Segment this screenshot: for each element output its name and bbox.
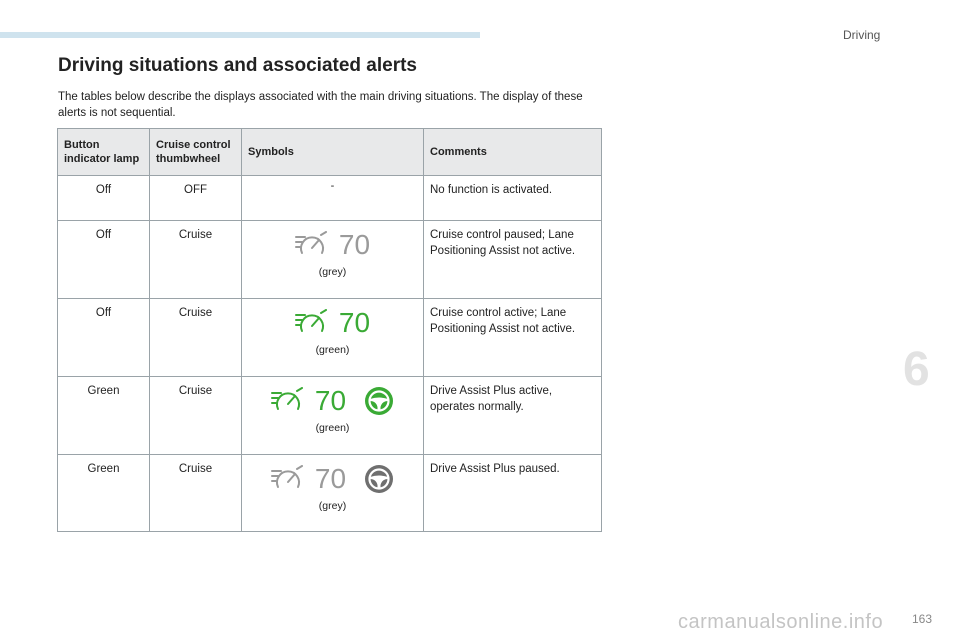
table-header-row: [58, 129, 602, 176]
lamp-cell: Green: [58, 455, 150, 532]
speed-value: 70: [338, 229, 371, 260]
table-row: [58, 455, 602, 532]
page-number: 163: [912, 612, 933, 626]
symbol-cell: [242, 299, 424, 377]
lamp-cell: Off: [58, 221, 150, 299]
speed-value: 70: [314, 385, 347, 416]
header-comments: Comments: [424, 129, 602, 176]
speedometer-green-icon: [271, 387, 307, 415]
watermark: carmanualsonline.info: [678, 611, 884, 633]
thumbwheel-cell: Cruise: [150, 455, 242, 532]
symbol-cell: [242, 221, 424, 299]
symbol-caption: (grey): [318, 266, 347, 278]
table-row: [58, 299, 602, 377]
symbol-caption: (green): [315, 344, 350, 356]
thumbwheel-cell: OFF: [150, 176, 242, 221]
intro-paragraph: The tables below describe the displays associated with the main driving situations. The display of these alerts is not sequential.: [58, 91, 583, 119]
chapter-number: 6: [903, 343, 930, 396]
lamp-cell: Off: [58, 299, 150, 377]
speedometer-green-icon: [295, 309, 331, 337]
table-row: [58, 176, 602, 221]
comment-cell: Cruise control active; Lane Positioning Assist not active.: [424, 299, 602, 377]
table-row: [58, 377, 602, 455]
steering-wheel-grey-icon: [364, 464, 394, 494]
speed-value: 70: [338, 307, 371, 338]
comment-cell: Drive Assist Plus active, operates normally.: [424, 377, 602, 455]
speedometer-grey-icon: [271, 465, 307, 493]
lamp-cell: Off: [58, 176, 150, 221]
page-title: Driving situations and associated alerts: [58, 55, 417, 76]
thumbwheel-cell: Cruise: [150, 221, 242, 299]
lamp-cell: Green: [58, 377, 150, 455]
header-symbols: Symbols: [242, 129, 424, 176]
comment-cell: Drive Assist Plus paused.: [424, 455, 602, 532]
header-button-lamp: Button indicator lamp: [58, 129, 150, 176]
symbol-cell: [242, 455, 424, 532]
symbol-caption: (green): [315, 422, 350, 434]
speed-value: 70: [314, 463, 347, 494]
thumbwheel-cell: Cruise: [150, 299, 242, 377]
section-name: Driving: [843, 28, 881, 42]
alerts-table: [57, 128, 602, 532]
symbol-caption: (grey): [318, 500, 347, 512]
table-row: [58, 221, 602, 299]
steering-wheel-green-icon: [364, 386, 394, 416]
symbol-cell: [242, 377, 424, 455]
header-accent-bar: [0, 32, 480, 38]
speedometer-grey-icon: [295, 231, 331, 259]
thumbwheel-cell: Cruise: [150, 377, 242, 455]
comment-cell: Cruise control paused; Lane Positioning Assist not active.: [424, 221, 602, 299]
symbol-cell: -: [242, 176, 424, 221]
comment-cell: No function is activated.: [424, 176, 602, 221]
header-thumbwheel: Cruise control thumbwheel: [150, 129, 242, 176]
